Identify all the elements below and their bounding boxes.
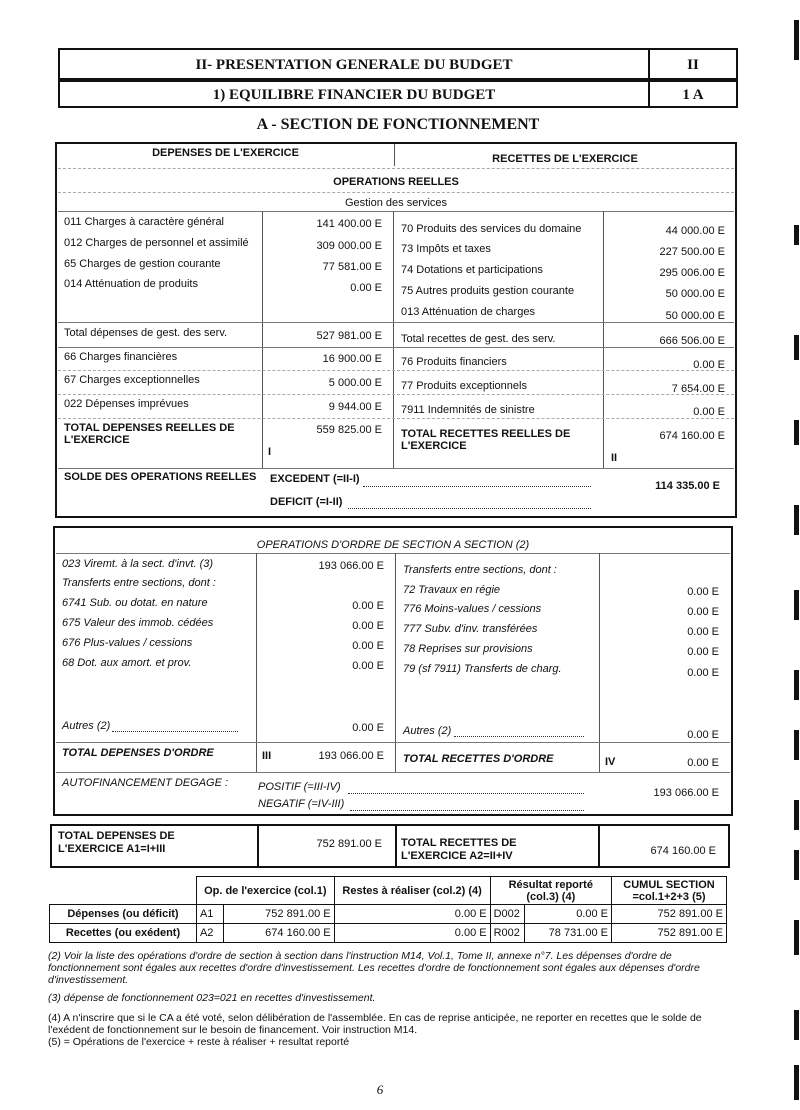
subtitle-code: 1 A xyxy=(682,87,704,103)
list-item-label: 023 Viremt. à la sect. d'invt. (3) xyxy=(62,558,214,570)
recap-code: R002 xyxy=(490,924,524,943)
recap-value: 0.00 E xyxy=(334,924,490,943)
total-recettes-ordre-label: TOTAL RECETTES D'ORDRE xyxy=(403,753,554,765)
page-title: II- PRESENTATION GENERALE DU BUDGET xyxy=(195,57,513,73)
list-item-label: 022 Dépenses imprévues xyxy=(64,398,189,410)
list-item-label: 68 Dot. aux amort. et prov. xyxy=(62,657,192,669)
total-recettes-ordre-value: 0.00 E xyxy=(687,757,719,769)
list-item-label: 013 Atténuation de charges xyxy=(401,306,535,318)
gestion-services-label: Gestion des services xyxy=(344,197,448,209)
note-5: (5) = Opérations de l'exercice + reste à réaliser + resultat reporté xyxy=(48,1036,350,1048)
list-item-label: 78 Reprises sur provisions xyxy=(403,643,533,655)
list-item-value: 0.00 E xyxy=(352,640,384,652)
list-item-value: 295 006.00 E xyxy=(659,267,725,279)
note-4: (4) A n'inscrire que si le CA a été voté, selon délibération de l'assemblée. En cas de reprise anticipée, ne reporter en recettes que le solde de l'exédent de fonctionnement sur le besoin de financement. Voir instruction M14. xyxy=(48,1012,702,1036)
total-depenses-ordre-label: TOTAL DEPENSES D'ORDRE xyxy=(62,747,214,759)
section-title: A - SECTION DE FONCTIONNEMENT xyxy=(256,116,540,133)
recap-header-op: Op. de l'exercice (col.1) xyxy=(196,877,334,905)
total-recettes-exercice-value: 674 160.00 E xyxy=(650,845,716,857)
scan-edge-mark xyxy=(794,800,799,830)
scan-edge-mark xyxy=(794,670,799,700)
list-item-value: 7 654.00 E xyxy=(671,383,725,395)
operations-reelles-title: OPERATIONS REELLES xyxy=(333,176,459,188)
page-subtitle: 1) EQUILIBRE FINANCIER DU BUDGET xyxy=(212,87,496,103)
list-item-label: Transferts entre sections, dont : xyxy=(62,577,216,589)
list-item-label: 011 Charges à caractère général xyxy=(64,216,225,228)
recap-value: 752 891.00 E xyxy=(224,905,334,924)
recap-value: 752 891.00 E xyxy=(612,905,727,924)
list-item-value: 0.00 E xyxy=(687,606,719,618)
scan-edge-mark xyxy=(794,850,799,880)
scan-edge-mark xyxy=(794,20,799,60)
list-item-label: 76 Produits financiers xyxy=(401,356,507,368)
table-row xyxy=(50,905,727,924)
table-row xyxy=(50,924,727,943)
recap-row-label: Recettes (ou exédent) xyxy=(50,924,197,943)
list-item-label: 75 Autres produits gestion courante xyxy=(401,285,575,297)
recap-header-cumul: CUMUL SECTION =col.1+2+3 (5) xyxy=(612,877,727,905)
list-item-value: 0.00 E xyxy=(687,667,719,679)
list-item-value: 0.00 E xyxy=(693,359,725,371)
excedent-value: 114 335.00 E xyxy=(655,480,720,492)
header-subtitle-box xyxy=(58,80,738,108)
total-depenses-exercice-label: TOTAL DEPENSES DE xyxy=(58,830,175,842)
list-item-label: 66 Charges financières xyxy=(64,351,178,363)
recettes-header: RECETTES DE L'EXERCICE xyxy=(492,153,638,165)
scan-edge-mark xyxy=(794,920,799,955)
positif-label: POSITIF (=III-IV) xyxy=(258,781,341,793)
title-code: II xyxy=(687,57,699,73)
total-recettes-exercice-label-2: L'EXERCICE A2=II+IV xyxy=(401,850,513,862)
total-recettes-gestion-label: Total recettes de gest. des serv. xyxy=(401,333,556,345)
list-item-value: 0.00 E xyxy=(687,646,719,658)
autofinancement-label: AUTOFINANCEMENT DEGAGE : xyxy=(62,777,229,789)
recap-value: 78 731.00 E xyxy=(524,924,611,943)
header-title-box xyxy=(58,48,738,80)
list-item-label: 776 Moins-values / cessions xyxy=(403,603,542,615)
recap-header-restes: Restes à réaliser (col.2) (4) xyxy=(334,877,490,905)
list-item-value: 0.00 E xyxy=(352,620,384,632)
list-item-label: 73 Impôts et taxes xyxy=(401,243,491,255)
list-item-value: 50 000.00 E xyxy=(665,310,725,322)
recap-value: 752 891.00 E xyxy=(612,924,727,943)
marker-II: II xyxy=(611,452,618,464)
list-item-label: 67 Charges exceptionnelles xyxy=(64,374,200,386)
scan-edge-mark xyxy=(794,505,799,535)
page-number: 6 xyxy=(376,1082,384,1097)
total-recettes-reelles-label-2: L'EXERCICE xyxy=(401,440,467,452)
total-recettes-exercice-label: TOTAL RECETTES DE xyxy=(401,837,517,849)
total-depenses-reelles-label: TOTAL DEPENSES REELLES DE xyxy=(64,422,235,434)
negatif-label: NEGATIF (=IV-III) xyxy=(258,798,345,810)
list-item-label: 70 Produits des services du domaine xyxy=(401,223,582,235)
list-item-label: 676 Plus-values / cessions xyxy=(62,637,193,649)
list-item-label: 675 Valeur des immob. cédées xyxy=(62,617,214,629)
list-item-label: Transferts entre sections, dont : xyxy=(403,564,557,576)
list-item-value: 0.00 E xyxy=(687,586,719,598)
total-depenses-gestion-label: Total dépenses de gest. des serv. xyxy=(64,327,228,339)
deficit-label: DEFICIT (=I-II) xyxy=(270,496,343,508)
list-item-label: 014 Atténuation de produits xyxy=(64,278,198,290)
scan-edge-mark xyxy=(794,1010,799,1040)
list-item-label: 777 Subv. d'inv. transférées xyxy=(403,623,538,635)
note-3: (3) dépense de fonctionnement 023=021 en recettes d'investissement. xyxy=(48,992,376,1004)
scan-edge-mark xyxy=(794,420,799,445)
marker-III: III xyxy=(262,750,272,762)
list-item-value: 309 000.00 E xyxy=(316,240,382,252)
total-recettes-gestion-value: 666 506.00 E xyxy=(659,335,725,347)
list-item-value: 9 944.00 E xyxy=(328,401,382,413)
autres-recettes-value: 0.00 E xyxy=(687,729,719,741)
recap-row-label: Dépenses (ou déficit) xyxy=(50,905,197,924)
list-item-value: 0.00 E xyxy=(687,626,719,638)
list-item-value: 0.00 E xyxy=(352,600,384,612)
recap-code: D002 xyxy=(490,905,524,924)
list-item-label: 6741 Sub. ou dotat. en nature xyxy=(62,597,208,609)
total-depenses-reelles-label-2: L'EXERCICE xyxy=(64,434,130,446)
solde-label: SOLDE DES OPERATIONS REELLES xyxy=(64,471,257,483)
total-depenses-exercice-value: 752 891.00 E xyxy=(316,838,382,850)
list-item-value: 44 000.00 E xyxy=(665,225,725,237)
scan-edge-mark xyxy=(794,225,799,245)
excedent-label: EXCEDENT (=II-I) xyxy=(270,473,360,485)
list-item-value: 141 400.00 E xyxy=(316,218,382,230)
note-2: (2) Voir la liste des opérations d'ordre de section à section dans l'instruction M14, Vol.1, Tome II, annexe n°7. Les dépenses d'ordre de fonctionnement sont égales aux recettes d'ordre d'investissement. Les recettes d'ordre de fonctionnement sont égales aux dépenses d'ordre d'investissement. xyxy=(48,950,700,986)
list-item-label: 79 (sf 7911) Transferts de charg. xyxy=(403,663,562,675)
list-item-label: 72 Travaux en régie xyxy=(403,584,501,596)
recap-header-resultat: Résultat reporté (col.3) (4) xyxy=(490,877,611,905)
list-item-value: 193 066.00 E xyxy=(318,560,384,572)
recap-value: 0.00 E xyxy=(334,905,490,924)
recap-code: A2 xyxy=(196,924,223,943)
list-item-label: 74 Dotations et participations xyxy=(401,264,543,276)
list-item-value: 0.00 E xyxy=(350,282,382,294)
list-item-value: 77 581.00 E xyxy=(322,261,382,273)
list-item-value: 227 500.00 E xyxy=(659,246,725,258)
recap-value: 0.00 E xyxy=(524,905,611,924)
scan-edge-mark xyxy=(794,335,799,360)
autres-recettes-label: Autres (2) xyxy=(403,725,452,737)
list-item-value: 0.00 E xyxy=(352,660,384,672)
total-depenses-ordre-value: 193 066.00 E xyxy=(318,750,384,762)
list-item-label: 77 Produits exceptionnels xyxy=(401,380,527,392)
depenses-header: DEPENSES DE L'EXERCICE xyxy=(152,147,299,159)
scan-edge-mark xyxy=(794,590,799,620)
total-recettes-reelles-label: TOTAL RECETTES REELLES DE xyxy=(401,428,571,440)
scan-edge-mark xyxy=(794,1065,799,1100)
total-depenses-exercice-label-2: L'EXERCICE A1=I+III xyxy=(58,843,166,855)
recap-value: 674 160.00 E xyxy=(224,924,334,943)
positif-value: 193 066.00 E xyxy=(653,787,719,799)
autres-depenses-label: Autres (2) xyxy=(62,720,111,732)
list-item-value: 0.00 E xyxy=(693,406,725,418)
total-depenses-gestion-value: 527 981.00 E xyxy=(316,330,382,342)
list-item-value: 16 900.00 E xyxy=(322,353,382,365)
marker-I: I xyxy=(268,446,272,458)
list-item-value: 50 000.00 E xyxy=(665,288,725,300)
list-item-label: 012 Charges de personnel et assimilé xyxy=(64,237,249,249)
list-item-label: 7911 Indemnités de sinistre xyxy=(401,404,535,416)
recap-code: A1 xyxy=(196,905,223,924)
list-item-label: 65 Charges de gestion courante xyxy=(64,258,221,270)
recap-table xyxy=(49,876,727,943)
marker-IV: IV xyxy=(605,756,616,768)
operations-ordre-title: OPERATIONS D'ORDRE DE SECTION A SECTION (2) xyxy=(256,539,530,551)
list-item-value: 5 000.00 E xyxy=(328,377,382,389)
autres-depenses-value: 0.00 E xyxy=(352,722,384,734)
scan-edge-mark xyxy=(794,730,799,760)
total-recettes-reelles-value: 674 160.00 E xyxy=(659,430,725,442)
total-depenses-reelles-value: 559 825.00 E xyxy=(316,424,382,436)
